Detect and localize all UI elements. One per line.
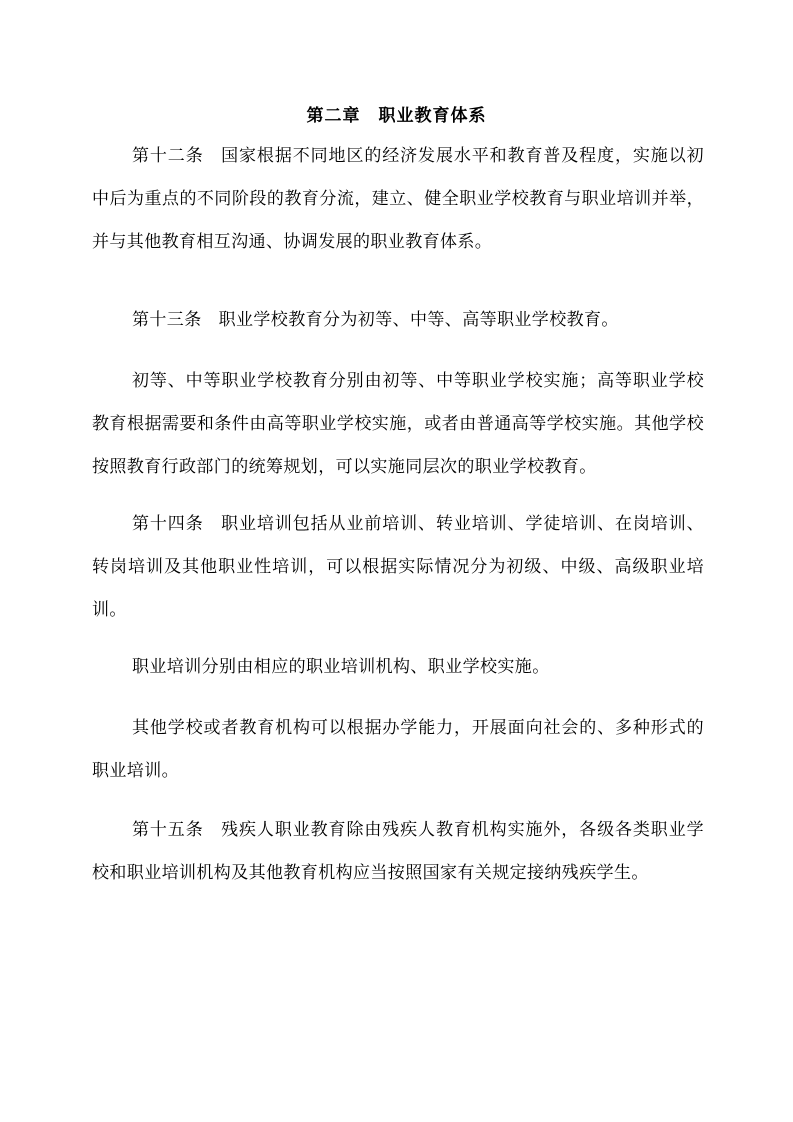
- article-12-paragraph: [92, 135, 704, 264]
- article-14-paragraph: [92, 503, 704, 632]
- chapter-name: 职业教育体系: [378, 106, 487, 126]
- article-14-paragraph-3: [92, 707, 704, 793]
- paragraph-text: 职业学校教育分为初等、中等、高等职业学校教育。: [218, 310, 619, 330]
- article-15-paragraph: [92, 809, 704, 895]
- article-number: 第十三条: [132, 310, 202, 330]
- paragraph-text: 职业培训包括从业前培训、转业培训、学徒培训、在岗培训、转岗培训及其他职业性培训，可以根据实际情况分为初级、中级、高级职业培训。: [92, 514, 704, 620]
- article-number: 第十四条: [132, 514, 204, 534]
- chapter-number: 第二章: [306, 106, 361, 126]
- paragraph-text: 职业培训分别由相应的职业培训机构、职业学校实施。: [132, 657, 550, 677]
- chapter-title: [0, 104, 793, 128]
- paragraph-text: 其他学校或者教育机构可以根据办学能力，开展面向社会的、多种形式的职业培训。: [92, 718, 704, 781]
- article-number: 第十二条: [132, 146, 204, 166]
- article-13-paragraph-2: [92, 360, 704, 489]
- paragraph-text: 初等、中等职业学校教育分别由初等、中等职业学校实施；高等职业学校教育根据需要和条件由高等职业学校实施，或者由普通高等学校实施。其他学校按照教育行政部门的统筹规划，可以实施同层次的职业学校教育。: [92, 371, 704, 477]
- article-number: 第十五条: [132, 820, 204, 840]
- article-14-paragraph-2: [92, 646, 704, 689]
- article-13-paragraph: [92, 299, 704, 342]
- paragraph-text: 残疾人职业教育除由残疾人教育机构实施外，各级各类职业学校和职业培训机构及其他教育机构应当按照国家有关规定接纳残疾学生。: [92, 820, 704, 883]
- paragraph-text: 国家根据不同地区的经济发展水平和教育普及程度，实施以初中后为重点的不同阶段的教育分流，建立、健全职业学校教育与职业培训并举，并与其他教育相互沟通、协调发展的职业教育体系。: [92, 146, 704, 252]
